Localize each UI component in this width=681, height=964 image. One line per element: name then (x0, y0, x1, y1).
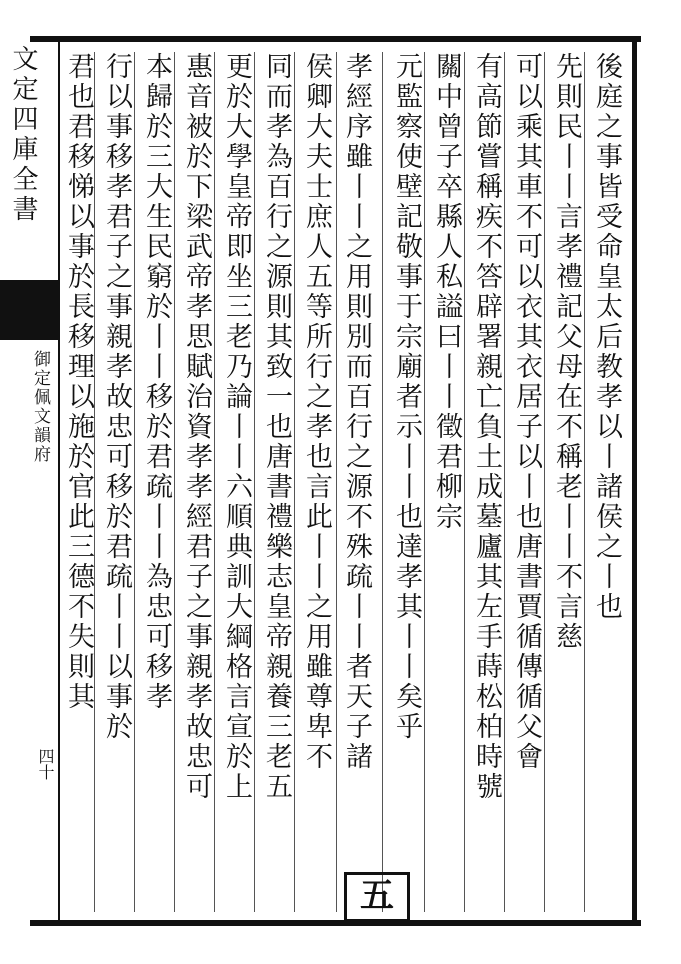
column-rule (424, 52, 425, 912)
text-column: 先則民丨丨言孝禮記父母在不稱老丨丨不言慈 (551, 52, 582, 652)
column-rule (504, 52, 505, 912)
column-rule (464, 52, 465, 912)
column-rule (134, 52, 135, 912)
frame-bottom (30, 920, 641, 926)
margin-book-title: 御定佩文韻府 (30, 350, 50, 464)
column-rule (382, 52, 383, 912)
text-column: 侯卿大夫士庶人五等所行之孝也言此丨丨之用雖尊卑不 (301, 52, 332, 772)
frame-top (30, 36, 641, 42)
text-column: 孝經序雖丨丨之用則別而百行之源不殊疏丨丨者天子諸 (341, 52, 372, 772)
text-column: 後庭之事皆受命皇太后教孝以丨諸侯之丨也 (591, 52, 622, 622)
frame-right (632, 36, 637, 926)
text-column: 本歸於三大生民窮於丨丨移於君疏丨丨為忠可移孝 (141, 52, 172, 712)
column-rule (254, 52, 255, 912)
folio-number: 四十 (36, 748, 55, 780)
text-column: 同而孝為百行之源則其致一也唐書禮樂志皇帝親養三老五 (261, 52, 292, 802)
rhyme-section-mark: 五 (344, 872, 410, 922)
text-column: 可以乘其車不可以衣其衣居子以丨也唐書賈循傳循父會 (511, 52, 542, 772)
column-rule (94, 52, 95, 912)
margin-title: 文定四庫全書 (8, 45, 38, 225)
column-rule (544, 52, 545, 912)
text-column: 關中曾子卒縣人私謚曰丨丨徵君柳宗 (431, 52, 462, 532)
column-rule (214, 52, 215, 912)
text-column: 有高節嘗稱疾不答辟署親亡負土成墓廬其左手蒔松柏時號 (471, 52, 502, 802)
fishtail-mark (0, 280, 58, 340)
text-column: 君也君移悌以事於長移理以施於官此三德不失則其 (63, 52, 94, 712)
column-rule (584, 52, 585, 912)
text-column: 更於大學皇帝即坐三老乃論丨丨六順典訓大綱格言宣於上 (221, 52, 252, 802)
column-rule (174, 52, 175, 912)
column-rule (336, 52, 337, 912)
column-rule (294, 52, 295, 912)
text-column: 惠音被於下梁武帝孝思賦治資孝孝經君子之事親孝故忠可 (181, 52, 212, 802)
text-column: 元監察使壁記敬事于宗廟者示丨丨也達孝其丨丨矣乎 (391, 52, 422, 742)
text-column: 行以事移孝君子之事親孝故忠可移於君疏丨丨以事於 (101, 52, 132, 742)
